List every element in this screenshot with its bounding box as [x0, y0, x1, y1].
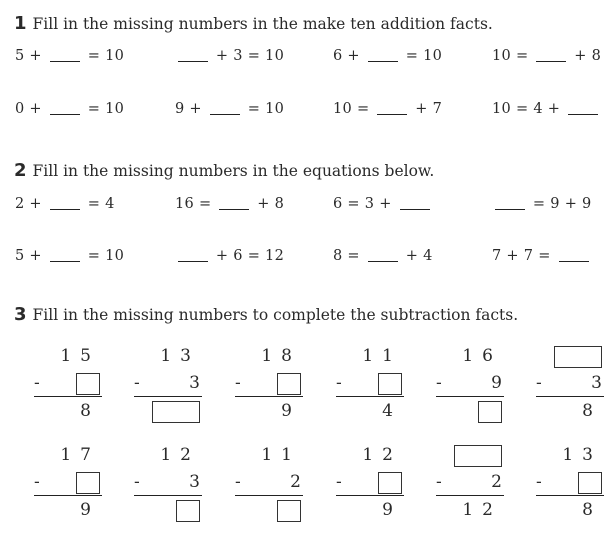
subtraction-problem	[336, 344, 408, 424]
minuend: 12	[160, 445, 200, 465]
answer-box[interactable]	[152, 401, 200, 423]
answer-box[interactable]	[554, 346, 602, 368]
minus-sign: -	[34, 472, 40, 492]
answer-blank[interactable]	[559, 260, 589, 262]
answer-line	[235, 396, 303, 397]
minus-sign: -	[134, 373, 140, 393]
answer-blank[interactable]	[536, 60, 566, 62]
difference	[134, 399, 200, 423]
section-number: 1	[14, 13, 27, 34]
answer-line	[34, 396, 102, 397]
answer-line	[34, 495, 102, 496]
difference: 4	[382, 401, 402, 421]
subtraction-problem	[34, 344, 106, 424]
difference: 9	[382, 500, 402, 520]
difference: 9	[80, 500, 100, 520]
minus-sign: -	[235, 373, 241, 393]
equation: 9 + = 10	[175, 101, 285, 117]
difference	[235, 498, 301, 522]
answer-blank[interactable]	[368, 260, 398, 262]
answer-line	[336, 495, 404, 496]
answer-blank[interactable]	[50, 208, 80, 210]
difference: 12	[462, 500, 502, 520]
equation: 6 + = 10	[333, 48, 443, 64]
answer-box[interactable]	[277, 373, 301, 395]
section-title: Fill in the missing numbers in the make ten addition facts.	[32, 15, 493, 33]
minus-sign: -	[235, 472, 241, 492]
answer-blank[interactable]	[368, 60, 398, 62]
answer-box[interactable]	[176, 500, 200, 522]
minuend: 11	[362, 346, 402, 366]
equation: + 3 = 10	[175, 48, 284, 64]
equation: 10 = + 8	[492, 48, 602, 64]
answer-blank[interactable]	[50, 113, 80, 115]
answer-blank[interactable]	[568, 113, 598, 115]
difference: 9	[281, 401, 301, 421]
difference	[134, 498, 200, 522]
answer-line	[134, 396, 202, 397]
answer-line	[536, 495, 604, 496]
answer-line	[436, 396, 504, 397]
answer-line	[336, 396, 404, 397]
difference: 8	[80, 401, 100, 421]
answer-box[interactable]	[578, 472, 602, 494]
subtraction-problem	[235, 443, 307, 523]
answer-line	[134, 495, 202, 496]
subtrahend: 2	[491, 472, 502, 492]
subtraction-problem	[134, 344, 206, 424]
equation: 0 + = 10	[15, 101, 125, 117]
subtraction-problem	[436, 443, 508, 523]
minuend: 16	[462, 346, 502, 366]
minuend	[436, 443, 502, 467]
answer-box[interactable]	[76, 472, 100, 494]
answer-blank[interactable]	[178, 60, 208, 62]
minus-sign: -	[536, 373, 542, 393]
subtraction-problem	[536, 443, 608, 523]
subtrahend	[336, 470, 402, 494]
difference	[436, 399, 502, 423]
minuend: 13	[562, 445, 602, 465]
equation: 8 = + 4	[333, 248, 433, 264]
section-number: 2	[14, 160, 27, 181]
difference: 8	[582, 500, 602, 520]
minus-sign: -	[536, 472, 542, 492]
equation: 5 + = 10	[15, 248, 125, 264]
answer-blank[interactable]	[400, 208, 430, 210]
answer-box[interactable]	[454, 445, 502, 467]
subtraction-problem	[134, 443, 206, 523]
equation: = 9 + 9	[492, 196, 592, 212]
subtrahend: 3	[189, 373, 200, 393]
subtrahend	[336, 371, 402, 395]
answer-blank[interactable]	[50, 60, 80, 62]
minuend: 11	[261, 445, 301, 465]
minuend: 17	[60, 445, 100, 465]
subtraction-problem	[235, 344, 307, 424]
answer-blank[interactable]	[178, 260, 208, 262]
difference: 8	[582, 401, 602, 421]
section-2-heading	[14, 160, 434, 181]
subtrahend: 9	[491, 373, 502, 393]
minuend: 13	[160, 346, 200, 366]
subtrahend: 3	[591, 373, 602, 393]
minus-sign: -	[436, 472, 442, 492]
answer-blank[interactable]	[50, 260, 80, 262]
equation: 6 = 3 +	[333, 196, 433, 212]
equation: 7 + 7 =	[492, 248, 592, 264]
section-1-heading	[14, 13, 493, 34]
answer-box[interactable]	[378, 373, 402, 395]
answer-box[interactable]	[277, 500, 301, 522]
subtrahend	[34, 470, 100, 494]
equation: 10 = + 7	[333, 101, 443, 117]
section-title: Fill in the missing numbers in the equations below.	[32, 162, 435, 180]
answer-box[interactable]	[478, 401, 502, 423]
section-number: 3	[14, 304, 27, 325]
equation: 10 = 4 +	[492, 101, 601, 117]
minuend: 15	[60, 346, 100, 366]
subtrahend	[536, 470, 602, 494]
answer-blank[interactable]	[377, 113, 407, 115]
answer-line	[235, 495, 303, 496]
minus-sign: -	[336, 373, 342, 393]
answer-line	[536, 396, 604, 397]
answer-blank[interactable]	[219, 208, 249, 210]
minus-sign: -	[134, 472, 140, 492]
minus-sign: -	[34, 373, 40, 393]
answer-blank[interactable]	[495, 208, 525, 210]
equation: 2 + = 4	[15, 196, 115, 212]
minuend	[536, 344, 602, 368]
section-3-heading	[14, 304, 518, 325]
minuend: 18	[261, 346, 301, 366]
answer-line	[436, 495, 504, 496]
subtrahend	[34, 371, 100, 395]
equation: 5 + = 10	[15, 48, 125, 64]
equation: 16 = + 8	[175, 196, 285, 212]
subtrahend: 2	[290, 472, 301, 492]
section-title: Fill in the missing numbers to complete the subtraction facts.	[32, 306, 519, 324]
answer-box[interactable]	[378, 472, 402, 494]
minus-sign: -	[336, 472, 342, 492]
subtrahend	[235, 371, 301, 395]
subtraction-problem	[336, 443, 408, 523]
subtraction-problem	[436, 344, 508, 424]
subtrahend: 3	[189, 472, 200, 492]
answer-box[interactable]	[76, 373, 100, 395]
minus-sign: -	[436, 373, 442, 393]
equation: + 6 = 12	[175, 248, 284, 264]
subtraction-problem	[536, 344, 608, 424]
minuend: 12	[362, 445, 402, 465]
subtraction-problem	[34, 443, 106, 523]
answer-blank[interactable]	[210, 113, 240, 115]
